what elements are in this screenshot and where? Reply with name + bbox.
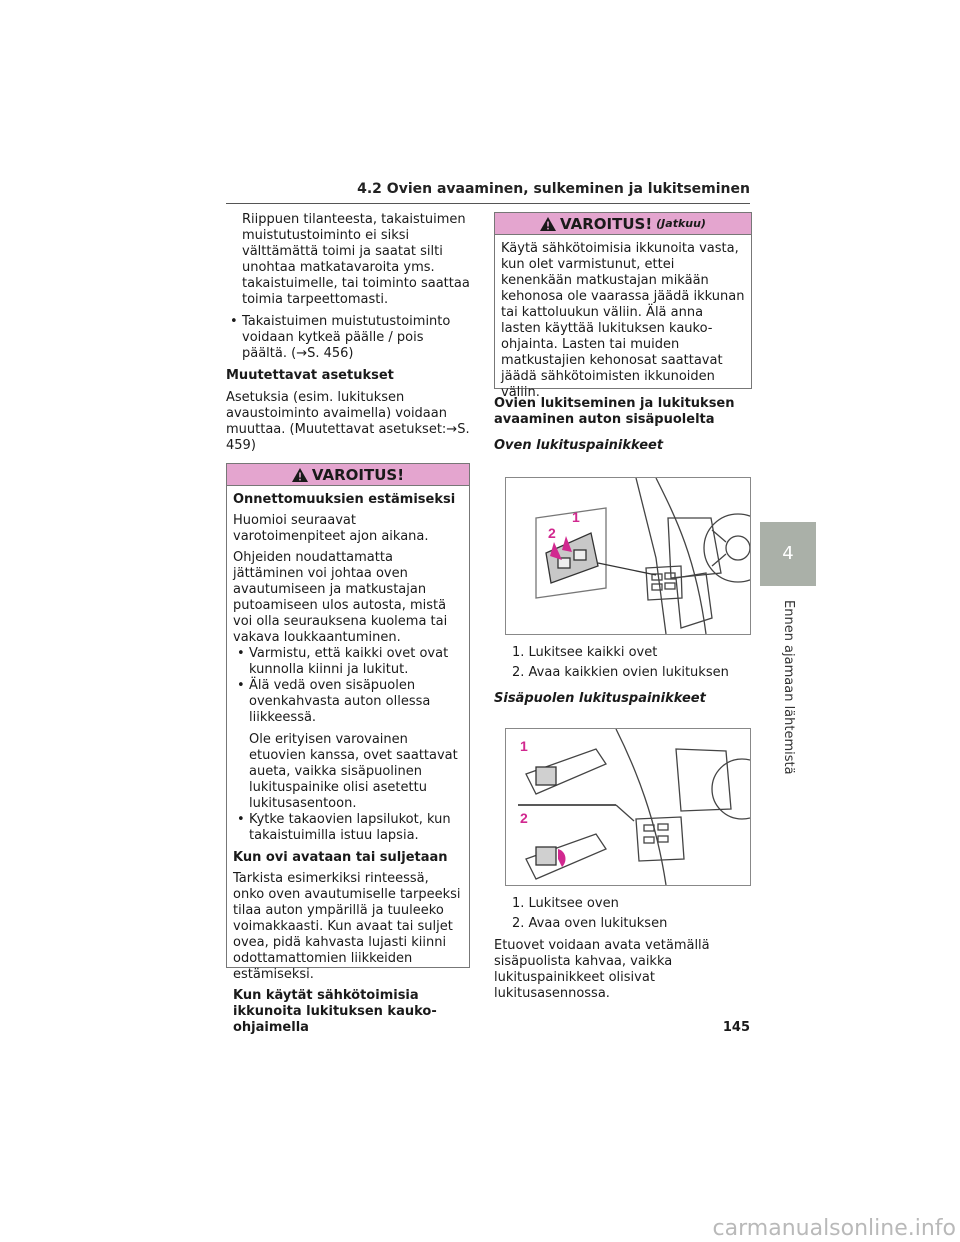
reminder-bullet: • Takaistuimen muistutustoiminto voidaan kytkeä päälle / pois päältä. (→S. 456)	[226, 314, 470, 362]
warning-subheading-windows: Kun käytät sähkötoimisia ikkunoita lukituksen kauko-ohjaimella	[233, 988, 437, 1035]
warning-header	[227, 464, 469, 486]
inside-lock-button-illustration	[505, 728, 751, 886]
callout-1: 1	[520, 738, 528, 754]
intro-text: Riippuen tilanteesta, takaistuimen muistutustoiminto ei siksi välttämättä toimi ja saatat silti unohtaa matkatavaroita yms. takaistuimelle, tai toiminto saattaa toimia tarpeettomasti.	[242, 212, 470, 307]
chapter-label: Ennen ajamaan lähtemistä	[781, 600, 796, 775]
subheading-inside-lock-buttons: Sisäpuolen lukituspainikkeet	[494, 691, 706, 706]
left-column-top	[226, 212, 470, 460]
warning-bullet: • Varmistu, että kaikki ovet ovat kunnolla kiinni ja lukitut.	[233, 646, 463, 678]
closing-paragraph: Etuovet voidaan avata vetämällä sisäpuolista kahvaa, vaikka lukituspainikkeet olisivat lukitusasennossa.	[494, 938, 710, 1001]
warning-paragraph: Ohjeiden noudattamatta jättäminen voi johtaa oven avautumiseen ja matkustajan putoamiseen ulos autosta, mistä voi olla seurauksena kuolema tai vakava loukkaantuminen.	[233, 550, 448, 645]
warning-bullet-note: Ole erityisen varovainen etuovien kanssa, ovet saattavat aueta, vaikka sisäpuolinen lukituspainike olisi asetettu lukitusasentoon.	[249, 732, 458, 811]
watermark: carmanualsonline.info	[712, 1216, 956, 1241]
settings-heading: Muutettavat asetukset	[226, 368, 394, 383]
page-number: 145	[722, 1020, 750, 1035]
header-rule	[226, 203, 750, 204]
list-item: 1. Lukitsee kaikki ovet	[512, 645, 658, 660]
inside-lock-button-list	[494, 896, 750, 932]
section-heading: Ovien lukitseminen ja lukituksen avaaminen auton sisäpuolelta	[494, 396, 735, 427]
car-interior-drawing	[506, 478, 750, 634]
warning-body	[495, 235, 751, 405]
right-column-bottom	[494, 896, 750, 1008]
list-item: 2. Avaa kaikkien ovien lukituksen	[512, 665, 729, 680]
warning-paragraph: Huomioi seuraavat varotoimenpiteet ajon aikana.	[233, 513, 429, 544]
warning-box-continued	[494, 212, 752, 400]
warning-subheading-door: Kun ovi avataan tai suljetaan	[233, 850, 448, 865]
warning-subheading-accidents: Onnettomuuksien estämiseksi	[233, 492, 456, 507]
warning-title: VAROITUS!	[560, 214, 653, 233]
warning-header	[495, 213, 751, 235]
callout-2: 2	[548, 525, 556, 541]
right-column-mid	[494, 645, 750, 713]
callout-2: 2	[520, 810, 528, 826]
settings-text: Asetuksia (esim. lukituksen avaustoiminto avaimella) voidaan muuttaa. (Muutettavat asetukset:→S. 459)	[226, 390, 470, 453]
callout-1: 1	[572, 509, 580, 525]
door-lock-switch-illustration	[505, 477, 751, 635]
subheading-door-lock-switches: Oven lukituspainikkeet	[494, 438, 664, 453]
warning-bullet: • Kytke takaovien lapsilukot, kun takaistuimilla istuu lapsia.	[233, 812, 463, 844]
warning-icon	[540, 217, 556, 231]
door-handle-drawing	[506, 729, 750, 885]
warning-icon	[292, 468, 308, 482]
warning-bullet: • Älä vedä oven sisäpuolen ovenkahvasta auton ollessa liikkeessä.	[233, 678, 463, 726]
warning-continued-label: (Jatkuu)	[656, 217, 706, 230]
section-header: 4.2 Ovien avaaminen, sulkeminen ja lukitseminen	[357, 181, 750, 197]
warning-paragraph: Käytä sähkötoimisia ikkunoita vasta, kun olet varmistunut, ettei kenenkään matkustajan mikään kehonosa ole vaarassa jäädä ikkunan tai kattoluukun väliin. Älä anna lasten käyttää lukituksen kauko-ohjainta. Lasten tai muiden matkustajien kehonosat saattavat jäädä sähkötoimisten ikkunoiden väliin.	[501, 241, 745, 400]
door-lock-switch-list	[494, 645, 750, 681]
warning-body	[227, 486, 469, 1040]
warning-paragraph: Tarkista esimerkiksi rinteessä, onko oven avautumiselle tarpeeksi tilaa auton ympärillä ja tuuleeko voimakkaasti. Kun avaat tai suljet ovea, pidä kahvasta lujasti kiinni odottamattomien liikkeiden estämiseksi.	[233, 871, 461, 982]
list-item: 2. Avaa oven lukituksen	[512, 916, 668, 931]
right-column-heading	[494, 396, 750, 460]
list-item: 1. Lukitsee oven	[512, 896, 619, 911]
warning-box	[226, 463, 470, 1035]
warning-title: VAROITUS!	[311, 465, 405, 484]
chapter-number: 4	[782, 543, 794, 564]
